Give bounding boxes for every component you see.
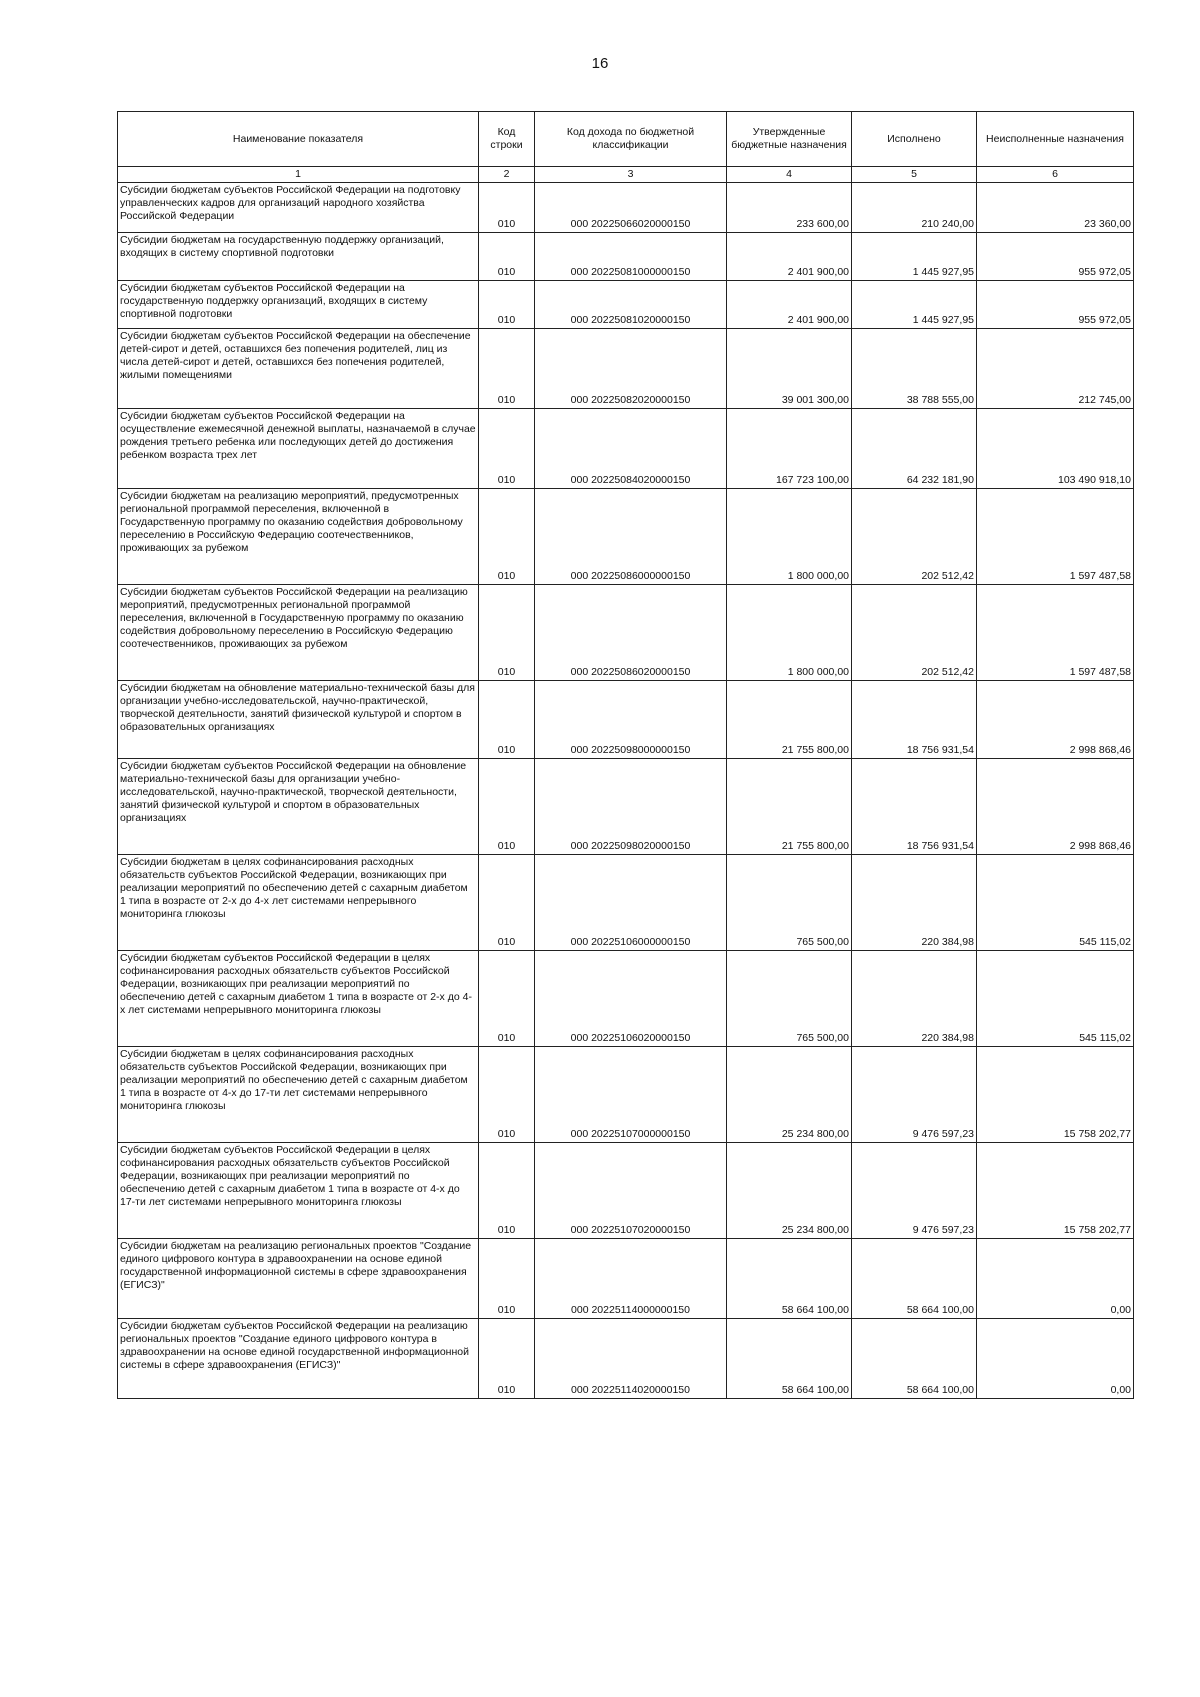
column-number-row bbox=[118, 167, 1134, 183]
row-income-code: 000 20225106000000150 bbox=[535, 855, 727, 951]
row-line-code: 010 bbox=[479, 1319, 535, 1399]
row-line-code: 010 bbox=[479, 951, 535, 1047]
row-name: Субсидии бюджетам в целях софинансирования расходных обязательств субъектов Российской Федерации, возникающих при реализации мероприятий по обеспечению детей с сахарным диабетом 1 типа в возрасте от 2-х до 4-х лет системами непрерывного мониторинга глюкозы bbox=[118, 855, 479, 951]
row-name: Субсидии бюджетам субъектов Российской Федерации на подготовку управленческих кадров для организаций народного хозяйства Российской Федерации bbox=[118, 183, 479, 233]
row-executed: 220 384,98 bbox=[852, 951, 977, 1047]
column-number: 2 bbox=[479, 167, 535, 183]
header-executed: Исполнено bbox=[852, 112, 977, 167]
row-line-code: 010 bbox=[479, 1239, 535, 1319]
row-executed: 38 788 555,00 bbox=[852, 329, 977, 409]
row-name: Субсидии бюджетам субъектов Российской Федерации на государственную поддержку организаций, входящих в систему спортивной подготовки bbox=[118, 281, 479, 329]
row-executed: 58 664 100,00 bbox=[852, 1239, 977, 1319]
row-name: Субсидии бюджетам субъектов Российской Федерации в целях софинансирования расходных обязательств субъектов Российской Федерации, возникающих при реализации мероприятий по обеспечению детей с сахарным диабетом 1 типа в возрасте от 2-х до 4-х лет системами непрерывного мониторинга глюкозы bbox=[118, 951, 479, 1047]
row-executed: 18 756 931,54 bbox=[852, 681, 977, 759]
row-executed: 220 384,98 bbox=[852, 855, 977, 951]
row-name: Субсидии бюджетам на обновление материально-технической базы для организации учебно-исследовательской, научно-практической, творческой деятельности, занятий физической культурой и спортом в образовательных организациях bbox=[118, 681, 479, 759]
row-unexecuted: 0,00 bbox=[977, 1319, 1134, 1399]
row-approved: 167 723 100,00 bbox=[727, 409, 852, 489]
row-income-code: 000 20225106020000150 bbox=[535, 951, 727, 1047]
row-unexecuted: 2 998 868,46 bbox=[977, 759, 1134, 855]
row-line-code: 010 bbox=[479, 681, 535, 759]
row-approved: 765 500,00 bbox=[727, 951, 852, 1047]
row-name: Субсидии бюджетам субъектов Российской Федерации на реализацию мероприятий, предусмотренных региональной программой переселения, включенной в Государственную программу по оказанию содействия добровольному переселению в Российскую Федерацию соотечественников, проживающих за рубежом bbox=[118, 585, 479, 681]
row-name: Субсидии бюджетам субъектов Российской Федерации на обеспечение детей-сирот и детей, оставшихся без попечения родителей, лиц из числа детей-сирот и детей, оставшихся без попечения родителей, жилыми помещениями bbox=[118, 329, 479, 409]
table-row bbox=[118, 1319, 1134, 1399]
row-executed: 210 240,00 bbox=[852, 183, 977, 233]
row-name: Субсидии бюджетам в целях софинансирования расходных обязательств субъектов Российской Федерации, возникающих при реализации мероприятий по обеспечению детей с сахарным диабетом 1 типа в возрасте от 4-х до 17-ти лет системами непрерывного мониторинга глюкозы bbox=[118, 1047, 479, 1143]
row-unexecuted: 15 758 202,77 bbox=[977, 1143, 1134, 1239]
row-income-code: 000 20225107000000150 bbox=[535, 1047, 727, 1143]
budget-execution-table bbox=[117, 111, 1134, 1399]
column-number: 1 bbox=[118, 167, 479, 183]
row-income-code: 000 20225107020000150 bbox=[535, 1143, 727, 1239]
table-row bbox=[118, 951, 1134, 1047]
header-indicator-name: Наименование показателя bbox=[118, 112, 479, 167]
table-row bbox=[118, 759, 1134, 855]
row-unexecuted: 0,00 bbox=[977, 1239, 1134, 1319]
row-unexecuted: 955 972,05 bbox=[977, 233, 1134, 281]
table-header bbox=[118, 112, 1134, 183]
row-approved: 21 755 800,00 bbox=[727, 759, 852, 855]
row-income-code: 000 20225081000000150 bbox=[535, 233, 727, 281]
row-name: Субсидии бюджетам субъектов Российской Федерации в целях софинансирования расходных обязательств субъектов Российской Федерации, возникающих при реализации мероприятий по обеспечению детей с сахарным диабетом 1 типа в возрасте от 4-х до 17-ти лет системами непрерывного мониторинга глюкозы bbox=[118, 1143, 479, 1239]
table-row bbox=[118, 585, 1134, 681]
column-number: 5 bbox=[852, 167, 977, 183]
row-executed: 1 445 927,95 bbox=[852, 233, 977, 281]
row-name: Субсидии бюджетам на реализацию мероприятий, предусмотренных региональной программой переселения, включенной в Государственную программу по оказанию содействия добровольному переселению в Российскую Федерацию соотечественников, проживающих за рубежом bbox=[118, 489, 479, 585]
row-line-code: 010 bbox=[479, 281, 535, 329]
row-approved: 25 234 800,00 bbox=[727, 1143, 852, 1239]
row-approved: 1 800 000,00 bbox=[727, 585, 852, 681]
row-executed: 202 512,42 bbox=[852, 585, 977, 681]
table-row bbox=[118, 1143, 1134, 1239]
row-line-code: 010 bbox=[479, 183, 535, 233]
row-name: Субсидии бюджетам субъектов Российской Федерации на осуществление ежемесячной денежной выплаты, назначаемой в случае рождения третьего ребенка или последующих детей до достижения ребенком возраста трех лет bbox=[118, 409, 479, 489]
column-number: 3 bbox=[535, 167, 727, 183]
table-row bbox=[118, 233, 1134, 281]
row-name: Субсидии бюджетам субъектов Российской Федерации на реализацию региональных проектов "Создание единого цифрового контура в здравоохранении на основе единой государственной информационной системы в сфере здравоохранения (ЕГИСЗ)" bbox=[118, 1319, 479, 1399]
row-approved: 2 401 900,00 bbox=[727, 233, 852, 281]
row-income-code: 000 20225114000000150 bbox=[535, 1239, 727, 1319]
table-row bbox=[118, 489, 1134, 585]
column-number: 6 bbox=[977, 167, 1134, 183]
table-row bbox=[118, 281, 1134, 329]
header-row bbox=[118, 112, 1134, 167]
row-unexecuted: 212 745,00 bbox=[977, 329, 1134, 409]
row-unexecuted: 1 597 487,58 bbox=[977, 585, 1134, 681]
row-unexecuted: 955 972,05 bbox=[977, 281, 1134, 329]
header-line-code: Код строки bbox=[479, 112, 535, 167]
row-unexecuted: 545 115,02 bbox=[977, 855, 1134, 951]
row-line-code: 010 bbox=[479, 233, 535, 281]
row-unexecuted: 23 360,00 bbox=[977, 183, 1134, 233]
row-name: Субсидии бюджетам на реализацию региональных проектов "Создание единого цифрового контура в здравоохранении на основе единой государственной информационной системы в сфере здравоохранения (ЕГИСЗ)" bbox=[118, 1239, 479, 1319]
row-income-code: 000 20225081020000150 bbox=[535, 281, 727, 329]
table-row bbox=[118, 183, 1134, 233]
row-approved: 39 001 300,00 bbox=[727, 329, 852, 409]
row-income-code: 000 20225114020000150 bbox=[535, 1319, 727, 1399]
row-approved: 25 234 800,00 bbox=[727, 1047, 852, 1143]
row-income-code: 000 20225098020000150 bbox=[535, 759, 727, 855]
table-row bbox=[118, 681, 1134, 759]
row-executed: 58 664 100,00 bbox=[852, 1319, 977, 1399]
row-line-code: 010 bbox=[479, 409, 535, 489]
row-income-code: 000 20225082020000150 bbox=[535, 329, 727, 409]
row-income-code: 000 20225084020000150 bbox=[535, 409, 727, 489]
row-income-code: 000 20225086000000150 bbox=[535, 489, 727, 585]
row-name: Субсидии бюджетам на государственную поддержку организаций, входящих в систему спортивной подготовки bbox=[118, 233, 479, 281]
table-row bbox=[118, 1047, 1134, 1143]
row-approved: 2 401 900,00 bbox=[727, 281, 852, 329]
table-row bbox=[118, 855, 1134, 951]
header-unexecuted: Неисполненные назначения bbox=[977, 112, 1134, 167]
row-executed: 64 232 181,90 bbox=[852, 409, 977, 489]
row-line-code: 010 bbox=[479, 489, 535, 585]
row-income-code: 000 20225066020000150 bbox=[535, 183, 727, 233]
row-approved: 1 800 000,00 bbox=[727, 489, 852, 585]
row-executed: 18 756 931,54 bbox=[852, 759, 977, 855]
table-body bbox=[118, 183, 1134, 1399]
table-row bbox=[118, 329, 1134, 409]
row-income-code: 000 20225098000000150 bbox=[535, 681, 727, 759]
row-line-code: 010 bbox=[479, 1143, 535, 1239]
header-income-code: Код дохода по бюджетной классификации bbox=[535, 112, 727, 167]
row-executed: 9 476 597,23 bbox=[852, 1047, 977, 1143]
row-line-code: 010 bbox=[479, 855, 535, 951]
row-approved: 765 500,00 bbox=[727, 855, 852, 951]
column-number: 4 bbox=[727, 167, 852, 183]
row-approved: 21 755 800,00 bbox=[727, 681, 852, 759]
row-approved: 58 664 100,00 bbox=[727, 1239, 852, 1319]
row-executed: 1 445 927,95 bbox=[852, 281, 977, 329]
row-unexecuted: 545 115,02 bbox=[977, 951, 1134, 1047]
row-line-code: 010 bbox=[479, 329, 535, 409]
row-unexecuted: 2 998 868,46 bbox=[977, 681, 1134, 759]
row-line-code: 010 bbox=[479, 759, 535, 855]
row-executed: 202 512,42 bbox=[852, 489, 977, 585]
row-unexecuted: 1 597 487,58 bbox=[977, 489, 1134, 585]
row-income-code: 000 20225086020000150 bbox=[535, 585, 727, 681]
page-number: 16 bbox=[591, 55, 609, 72]
row-line-code: 010 bbox=[479, 585, 535, 681]
row-approved: 58 664 100,00 bbox=[727, 1319, 852, 1399]
table-row bbox=[118, 1239, 1134, 1319]
row-unexecuted: 103 490 918,10 bbox=[977, 409, 1134, 489]
table-row bbox=[118, 409, 1134, 489]
row-line-code: 010 bbox=[479, 1047, 535, 1143]
row-unexecuted: 15 758 202,77 bbox=[977, 1047, 1134, 1143]
row-approved: 233 600,00 bbox=[727, 183, 852, 233]
row-executed: 9 476 597,23 bbox=[852, 1143, 977, 1239]
row-name: Субсидии бюджетам субъектов Российской Федерации на обновление материально-технической базы для организации учебно-исследовательской, научно-практической, творческой деятельности, занятий физической культурой и спортом в образовательных организациях bbox=[118, 759, 479, 855]
header-approved: Утвержденные бюджетные назначения bbox=[727, 112, 852, 167]
